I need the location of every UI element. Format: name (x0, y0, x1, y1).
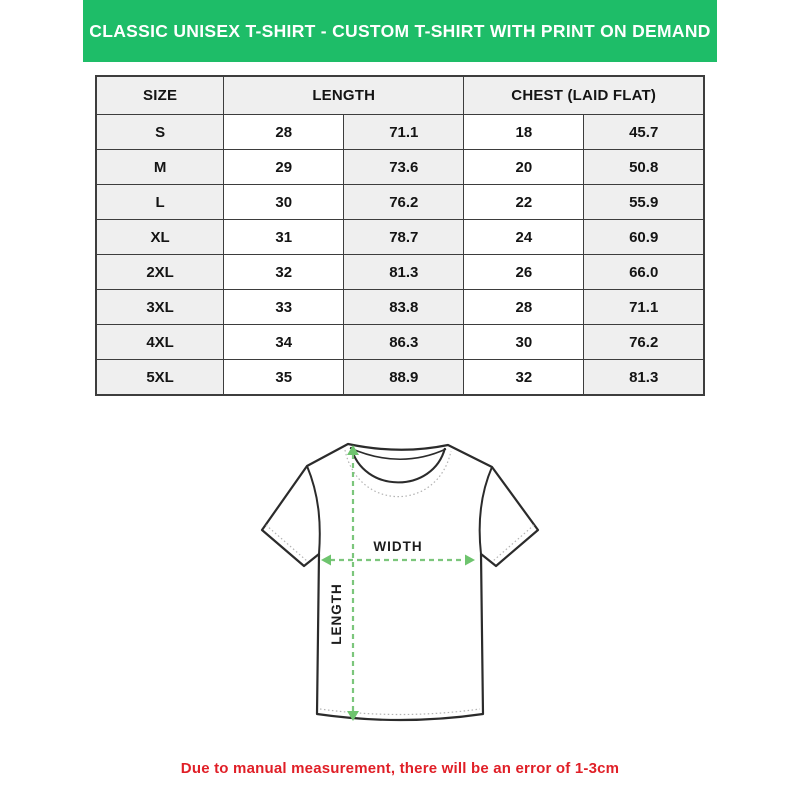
size-cell: L (96, 185, 224, 220)
table-header (96, 76, 704, 115)
length-in-cell: 34 (224, 325, 344, 360)
size-cell: S (96, 115, 224, 150)
size-cell: 4XL (96, 325, 224, 360)
chest-cm-cell: 50.8 (584, 150, 704, 185)
table-row (96, 325, 704, 360)
length-cm-cell: 76.2 (344, 185, 464, 220)
table-row (96, 220, 704, 255)
header-size: SIZE (96, 76, 224, 115)
chest-cm-cell: 71.1 (584, 290, 704, 325)
table-body (96, 115, 704, 396)
length-in-cell: 33 (224, 290, 344, 325)
tshirt-outline (262, 444, 538, 720)
chest-in-cell: 22 (464, 185, 584, 220)
chest-cm-cell: 81.3 (584, 360, 704, 396)
length-cm-cell: 71.1 (344, 115, 464, 150)
length-in-cell: 35 (224, 360, 344, 396)
chest-cm-cell: 66.0 (584, 255, 704, 290)
chest-cm-cell: 55.9 (584, 185, 704, 220)
table-row (96, 360, 704, 396)
length-cm-cell: 78.7 (344, 220, 464, 255)
table-row (96, 290, 704, 325)
table-row (96, 115, 704, 150)
size-cell: 5XL (96, 360, 224, 396)
chest-in-cell: 18 (464, 115, 584, 150)
title-banner (83, 0, 717, 62)
length-in-cell: 29 (224, 150, 344, 185)
length-in-cell: 31 (224, 220, 344, 255)
length-cm-cell: 83.8 (344, 290, 464, 325)
size-cell: XL (96, 220, 224, 255)
size-cell: 3XL (96, 290, 224, 325)
length-in-cell: 32 (224, 255, 344, 290)
chest-cm-cell: 45.7 (584, 115, 704, 150)
page-title: CLASSIC UNISEX T-SHIRT - CUSTOM T-SHIRT WITH PRINT ON DEMAND (89, 20, 711, 41)
header-length: LENGTH (224, 76, 464, 115)
tshirt-diagram-svg (240, 422, 560, 742)
table-row (96, 150, 704, 185)
size-chart-table (95, 75, 705, 396)
chest-in-cell: 28 (464, 290, 584, 325)
chest-in-cell: 24 (464, 220, 584, 255)
chest-in-cell: 30 (464, 325, 584, 360)
tshirt-diagram (240, 422, 560, 742)
chest-cm-cell: 76.2 (584, 325, 704, 360)
size-cell: 2XL (96, 255, 224, 290)
chest-cm-cell: 60.9 (584, 220, 704, 255)
table-row (96, 255, 704, 290)
chest-in-cell: 26 (464, 255, 584, 290)
header-chest: CHEST (LAID FLAT) (464, 76, 704, 115)
measurement-note: Due to manual measurement, there will be an error of 1-3cm (180, 760, 620, 777)
length-cm-cell: 88.9 (344, 360, 464, 396)
length-cm-cell: 81.3 (344, 255, 464, 290)
length-cm-cell: 86.3 (344, 325, 464, 360)
size-cell: M (96, 150, 224, 185)
length-cm-cell: 73.6 (344, 150, 464, 185)
table-row (96, 185, 704, 220)
header-row (96, 76, 704, 115)
chest-in-cell: 20 (464, 150, 584, 185)
length-label: LENGTH (329, 583, 344, 645)
length-in-cell: 28 (224, 115, 344, 150)
length-in-cell: 30 (224, 185, 344, 220)
width-label: WIDTH (373, 539, 423, 554)
chest-in-cell: 32 (464, 360, 584, 396)
